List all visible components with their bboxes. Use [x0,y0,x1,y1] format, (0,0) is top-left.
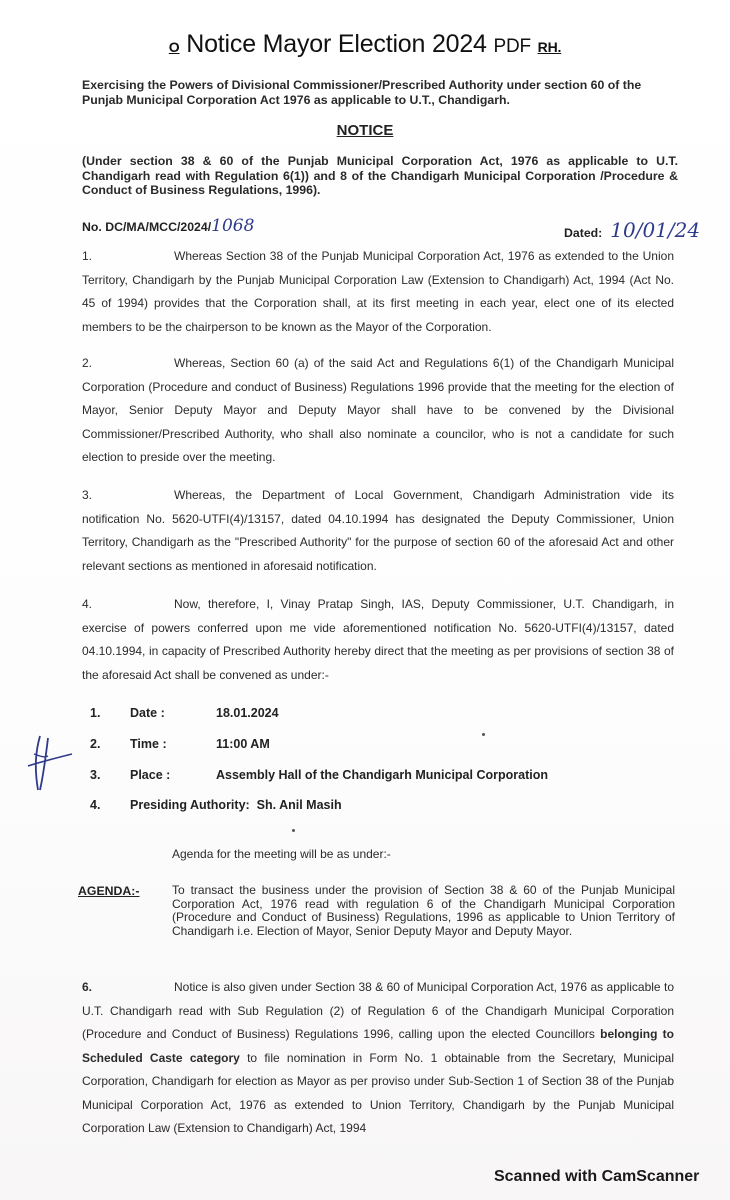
meeting-time-item [90,737,270,751]
speck [292,829,295,832]
title-prefix: O [168,39,180,55]
agenda-intro: Agenda for the meeting will be as under:- [172,847,391,861]
paragraph-number: 6. [82,980,93,994]
paragraph-text: Now, therefore, I, Vinay Pratap Singh, IAS, Deputy Commissioner, U.T. Chandigarh, in exercise of powers conferred upon me vide aforementioned notification No. 5620-UTFI(4)/13157, dated 04.10.1994, in capacity of Prescribed Authority hereby direct that the meeting as per provisions of section 38 of the aforesaid Act shall be convened as under:- [82,597,674,682]
agenda-text: To transact the business under the provision of Section 38 & 60 of the Punjab Municipal Corporation Act, 1976 read with regulation 6 of the Chandigarh Municipal Corporation (Procedure and Conduct of Business) Regulations, 1996 as applicable to Union Territory of Chandigarh i.e. Election of Mayor, Senior Deputy Mayor and Deputy Mayor. [172,883,675,938]
paragraph-3 [82,484,674,578]
paragraph-text: Whereas Section 38 of the Punjab Municipal Corporation Act, 1976 as extended to the Union Territory, Chandigarh by the Punjab Municipal Corporation Law (Extension to Chandigarh) Act, 1994 (Act No. 45 of 1994) provides that the Corporation shall, at its first meeting in each year, elect one of its elected members to be the chairperson to be known as the Mayor of the Corporation. [82,249,674,334]
list-value: Sh. Anil Masih [256,798,342,812]
list-label: Time : [130,737,167,751]
list-label: Presiding Authority: [130,798,250,812]
list-label: Place : [130,768,171,782]
list-value: 11:00 AM [216,737,270,751]
paragraph-text-a: Notice is also given under Section 38 & 60 of Municipal Corporation Act, 1976 as applicable to U.T. Chandigarh read with Sub Regulation (2) of Regulation 6 of the Chandigarh Municipal Corporation (Procedure and Conduct of Business) Regulations 1996, calling upon the elected Councillors [82,980,674,1041]
dated-field [564,218,700,242]
paragraph-2 [82,352,674,470]
paragraph-number: 4. [82,597,93,611]
speck [482,733,485,736]
paragraph-1 [82,245,674,339]
list-number: 1. [90,706,101,720]
presiding-authority-item [90,798,342,812]
reference-label: No. DC/MA/MCC/2024/ [82,220,212,234]
scanner-watermark: Scanned with CamScanner [494,1168,700,1185]
list-label: Date : [130,706,165,720]
title-suffix: RH. [537,39,562,55]
meeting-place-item [90,768,548,782]
paragraph-text-emphasis: belonging to Scheduled Caste category [82,1027,674,1065]
list-number: 3. [90,768,101,782]
title-pdf: PDF [493,36,531,57]
notice-heading: NOTICE [336,122,394,139]
paragraph-number: 2. [82,356,93,370]
paragraph-number: 3. [82,488,93,502]
reference-number [82,216,254,236]
paragraph-number: 1. [82,249,93,263]
list-number: 2. [90,737,101,751]
paragraph-text: Whereas, the Department of Local Government, Chandigarh Administration vide its notification No. 5620-UTFI(4)/13157, dated 04.10.1994 has designated the Deputy Commissioner, Union Territory, Chandigarh as the "Prescribed Authority" for the purpose of section 60 of the aforesaid Act and other relevant sections as mentioned in aforesaid notification. [82,488,674,573]
dated-label: Dated: [564,226,603,240]
paragraph-6 [82,976,674,1141]
title-main: Notice Mayor Election 2024 [186,30,487,58]
list-value: Assembly Hall of the Chandigarh Municipal Corporation [216,768,548,782]
handwritten-number: 1068 [211,216,255,236]
handwritten-date: 10/01/24 [610,218,701,242]
list-number: 4. [90,798,101,812]
paragraph-text-b: to file nomination in Form No. 1 obtainable from the Secretary, Municipal Corporation, Chandigarh for election as Mayor as per proviso under Sub-Section 1 of Section 38 of the Punjab Municipal Corporation Act, 1976 as extended to Union Territory, Chandigarh by the Punjab Municipal Corporation Law (Extension to Chandigarh) Act, 1994 [82,1050,674,1135]
document-title [0,30,730,59]
handwritten-initial-mark [26,732,76,794]
paragraph-text: Whereas, Section 60 (a) of the said Act and Regulations 6(1) of the Chandigarh Municipal Corporation (Procedure and conduct of Business) Regulations 1996 provide that the meeting for the election of Mayor, Senior Deputy Mayor and Deputy Mayor shall have to be convened by the Divisional Commissioner/Prescribed Authority, who shall also nominate a councilor, who is not a candidate for such election to preside over the meeting. [82,356,674,464]
list-value: 18.01.2024 [216,706,279,720]
under-section-text: (Under section 38 & 60 of the Punjab Municipal Corporation Act, 1976 as applicable to U.T. Chandigarh read with Regulation 6(1)) and 8 of the Chandigarh Municipal Corporation /Procedure & Conduct of Business Regulations, 1996). [82,154,678,197]
intro-text: Exercising the Powers of Divisional Commissioner/Prescribed Authority under section 60 of the Punjab Municipal Corporation Act 1976 as applicable to U.T., Chandigarh. [82,78,642,107]
paragraph-4 [82,593,674,687]
meeting-date-item [90,706,279,720]
agenda-label: AGENDA:- [78,884,140,898]
